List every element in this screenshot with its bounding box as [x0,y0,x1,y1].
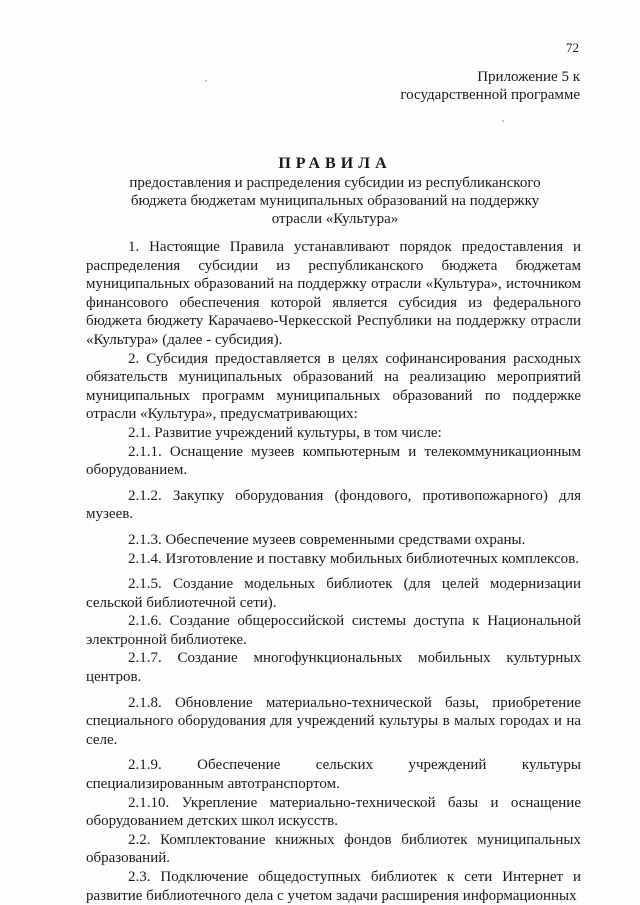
document-title: ПРАВИЛА [278,155,392,172]
paragraph-2-1-2: 2.1.2. Закупку оборудования (фондового, противопожарного) для музеев. [86,487,581,523]
paragraph-2-1-4: 2.1.4. Изготовление и поставку мобильных библиотечных комплексов. [128,550,579,567]
document-subtitle-line-1: предоставления и распределения субсидии из республиканского [129,175,541,191]
page-number: 72 [566,40,579,55]
paragraph-2: 2. Субсидия предоставляется в целях софинансирования расходных обязательств муниципальных образований на реализацию мероприятий муниципальных программ муниципальных образований по поддержке отрасли «Культура», предусматривающих: [86,350,581,423]
paragraph-2-2: 2.2. Комплектование книжных фондов библиотек муниципальных образований. [86,831,581,867]
document-subtitle-line-2: бюджета бюджетам муниципальных образований на поддержку [130,193,540,209]
scan-speck [502,120,504,122]
paragraph-2-1-8: 2.1.8. Обновление материально-технической базы, приобретение специального оборудования для учреждений культуры в малых городах и на селе. [86,694,581,748]
title-block [100,154,570,228]
paragraph-2-1: 2.1. Развитие учреждений культуры, в том числе: [128,424,442,441]
appendix-note [400,68,580,104]
paragraph-2-1-5: 2.1.5. Создание модельных библиотек (для целей модернизации сельской библиотечной сети). [86,576,581,611]
appendix-line-1: Приложение 5 к [477,69,580,85]
scan-speck [205,80,207,82]
paragraph-2-1-10: 2.1.10. Укрепление материально-технической базы и оснащение оборудованием детских школ искусств. [86,794,581,830]
paragraph-2-1-7: 2.1.7. Создание многофункциональных мобильных культурных центров. [86,650,581,686]
paragraph-2-1-3: 2.1.3. Обеспечение музеев современными средствами охраны. [128,531,526,548]
paragraph-1: 1. Настоящие Правила устанавливают порядок предоставления и распределения субсидии из республиканского бюджета бюджетам муниципальных образований на поддержку отрасли «Культура», источником финансового обеспечения которой является субсидия из федерального бюджета бюджету Карачаево-Черкесской Республики на поддержку отрасли «Культура» (далее - субсидия). [86,239,581,348]
paragraph-2-1-6: 2.1.6. Создание общероссийской системы доступа к Национальной электронной библиотеке. [86,613,581,648]
appendix-line-2: государственной программе [400,87,580,103]
paragraph-2-1-9: 2.1.9. Обеспечение сельских учреждений культуры специализированным автотранспортом. [86,757,581,793]
document-body [86,238,581,905]
document-subtitle-line-3: отрасли «Культура» [271,211,399,227]
paragraph-2-3: 2.3. Подключение общедоступных библиотек к сети Интернет и развитие библиотечного дела с учетом задачи расширения информационных [86,869,581,904]
paragraph-2-1-1: 2.1.1. Оснащение музеев компьютерным и телекоммуникационным оборудованием. [86,443,581,479]
